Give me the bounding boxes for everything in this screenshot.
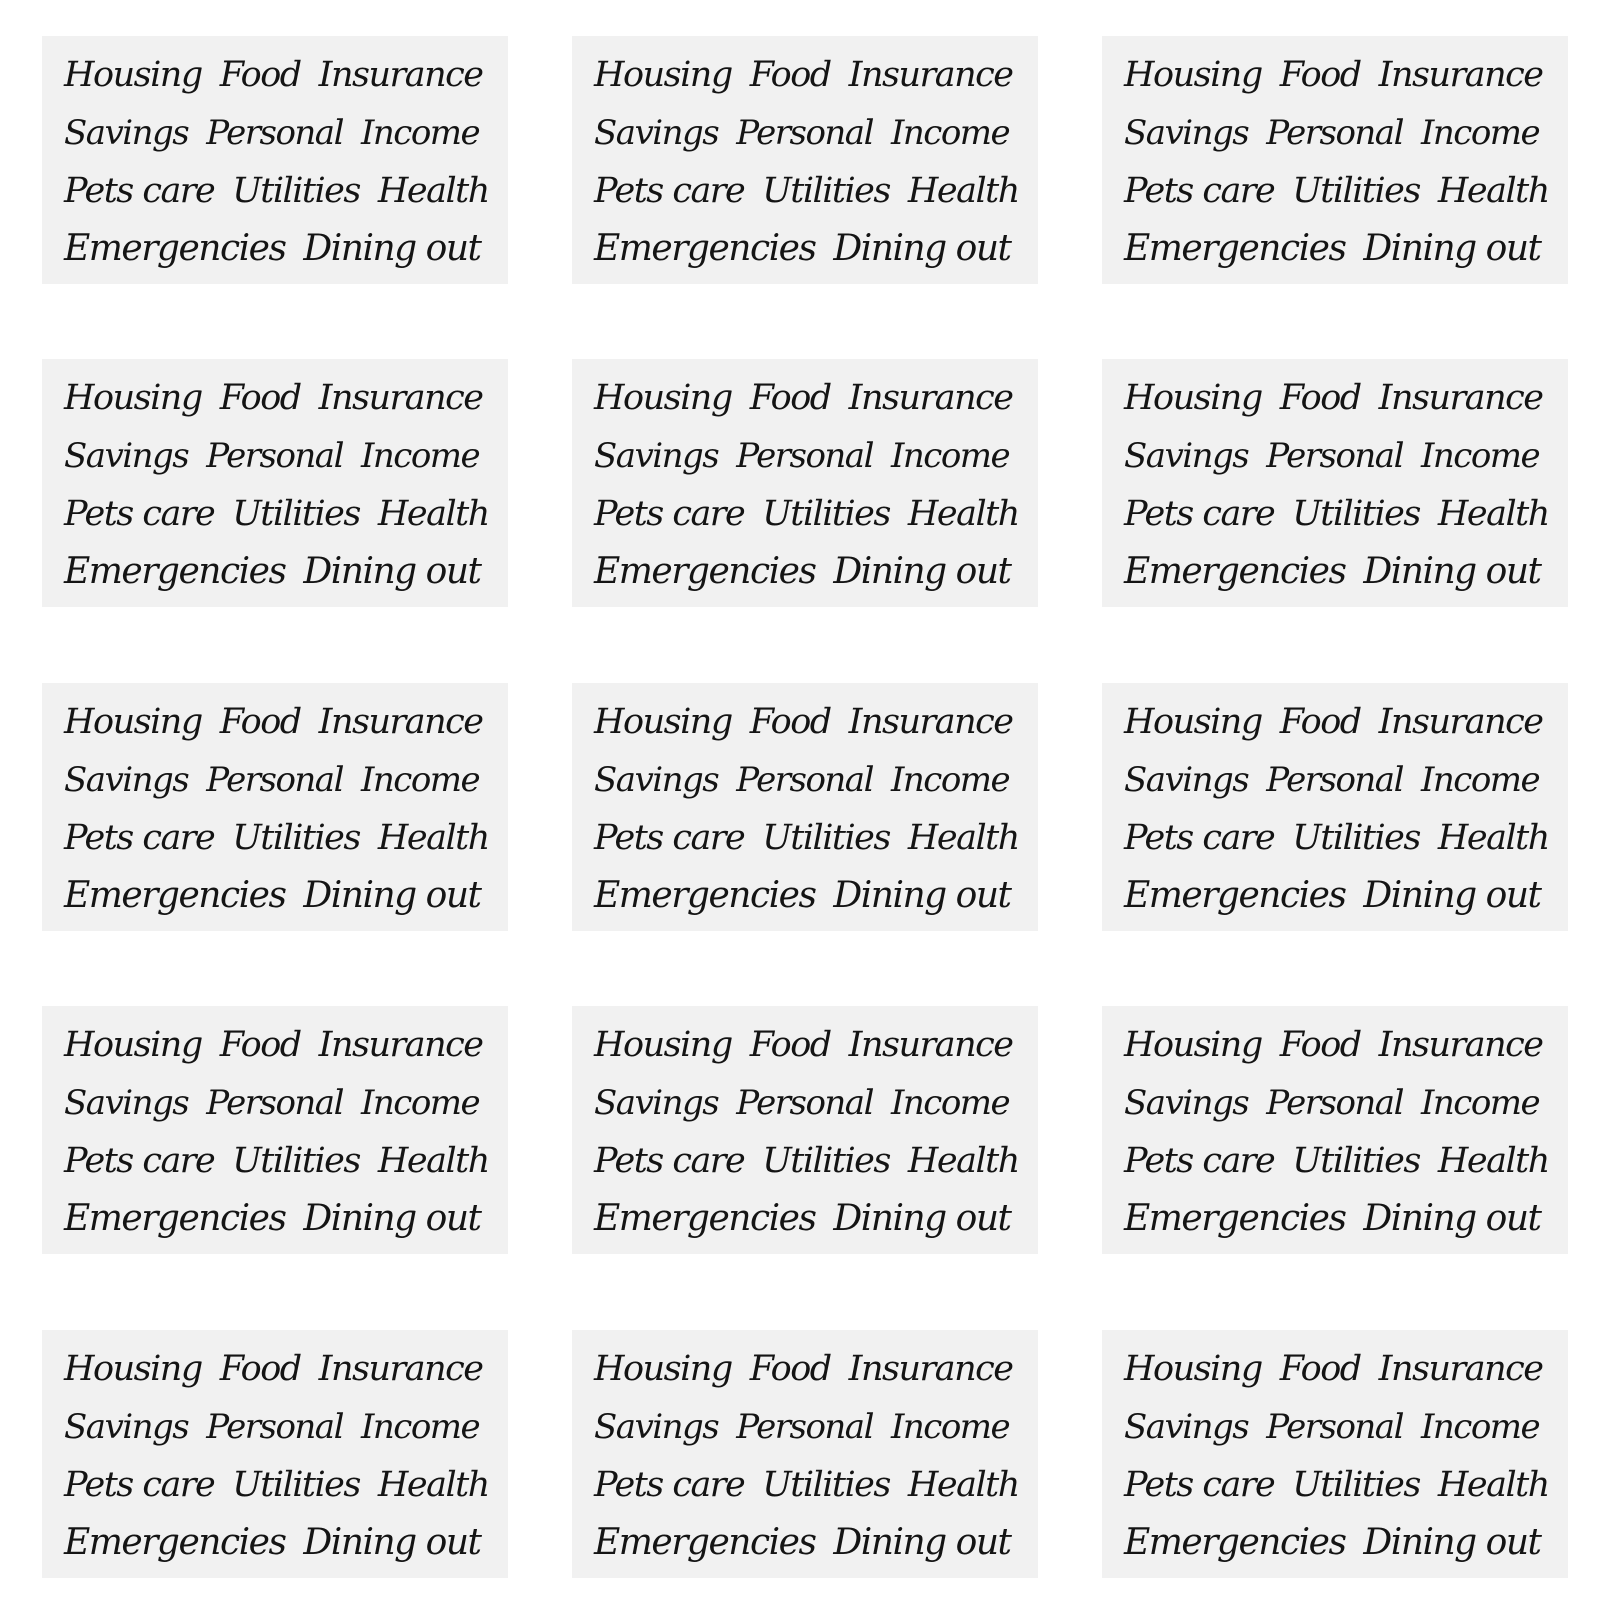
sticker-row — [594, 220, 1020, 278]
sticker-label: Housing — [1124, 55, 1262, 95]
sticker-sheet — [42, 359, 508, 607]
sticker-label: Dining out — [1363, 875, 1541, 916]
sticker-label: Dining out — [303, 875, 481, 916]
sticker-label: Dining out — [1363, 551, 1541, 592]
sticker-row — [64, 693, 490, 751]
sticker-row — [64, 751, 490, 809]
sticker-label: Health — [377, 494, 489, 534]
sticker-sheet — [572, 683, 1038, 931]
sticker-label: Utilities — [1292, 171, 1420, 211]
sticker-row — [64, 1340, 490, 1398]
sticker-label: Food — [749, 1025, 831, 1065]
sticker-label: Insurance — [318, 702, 483, 742]
sticker-label: Pets care — [594, 171, 745, 211]
sticker-sheet — [1102, 683, 1568, 931]
sticker-label: Utilities — [232, 494, 360, 534]
sticker-label: Emergencies — [1124, 1198, 1346, 1239]
sticker-label: Insurance — [848, 1349, 1013, 1389]
sticker-label: Insurance — [318, 1025, 483, 1065]
sticker-row — [594, 693, 1020, 751]
sticker-label: Food — [749, 702, 831, 742]
sticker-label: Pets care — [64, 818, 215, 858]
sticker-row — [594, 1456, 1020, 1514]
sticker-label: Income — [360, 760, 480, 800]
sticker-label: Housing — [594, 378, 732, 418]
sticker-label: Personal — [1266, 1083, 1403, 1123]
sticker-label: Savings — [1124, 113, 1249, 153]
sticker-row — [1124, 104, 1550, 162]
sticker-sheet — [572, 1330, 1038, 1578]
sticker-label: Dining out — [303, 1522, 481, 1563]
sticker-row — [1124, 46, 1550, 104]
sticker-sheet — [42, 1330, 508, 1578]
sticker-row — [594, 1132, 1020, 1190]
sticker-label: Housing — [594, 702, 732, 742]
sticker-row — [1124, 485, 1550, 543]
sticker-label: Income — [360, 113, 480, 153]
sticker-label: Savings — [64, 1407, 189, 1447]
sticker-label: Utilities — [762, 818, 890, 858]
sticker-label: Housing — [594, 1025, 732, 1065]
sticker-label: Insurance — [318, 55, 483, 95]
sticker-label: Utilities — [1292, 1465, 1420, 1505]
sticker-label: Pets care — [594, 494, 745, 534]
sticker-label: Food — [1279, 55, 1361, 95]
sticker-row — [594, 46, 1020, 104]
sticker-row — [64, 1190, 490, 1248]
sticker-label: Emergencies — [1124, 1522, 1346, 1563]
sticker-label: Utilities — [762, 494, 890, 534]
sticker-label: Insurance — [1378, 55, 1543, 95]
sticker-sheet — [1102, 1330, 1568, 1578]
sticker-label: Pets care — [64, 494, 215, 534]
sticker-label: Dining out — [303, 228, 481, 269]
sticker-label: Insurance — [848, 55, 1013, 95]
sticker-label: Savings — [1124, 1407, 1249, 1447]
sticker-label: Health — [1437, 1465, 1549, 1505]
sticker-row — [594, 1340, 1020, 1398]
sticker-label: Emergencies — [594, 875, 816, 916]
sticker-label: Insurance — [318, 378, 483, 418]
sticker-row — [1124, 369, 1550, 427]
sticker-label: Health — [907, 1465, 1019, 1505]
sticker-sheet — [42, 683, 508, 931]
sticker-row — [64, 162, 490, 220]
sticker-sheet — [1102, 36, 1568, 284]
sticker-label: Emergencies — [64, 228, 286, 269]
sticker-label: Dining out — [833, 228, 1011, 269]
sticker-label: Food — [219, 378, 301, 418]
sticker-sheet — [42, 1006, 508, 1254]
sticker-row — [64, 104, 490, 162]
sticker-label: Housing — [1124, 1025, 1262, 1065]
sticker-row — [1124, 1514, 1550, 1572]
sticker-label: Dining out — [833, 1198, 1011, 1239]
sticker-label: Emergencies — [1124, 875, 1346, 916]
sticker-label: Emergencies — [594, 1522, 816, 1563]
sticker-label: Housing — [1124, 1349, 1262, 1389]
sticker-row — [594, 1016, 1020, 1074]
sticker-label: Utilities — [1292, 494, 1420, 534]
sticker-row — [64, 1132, 490, 1190]
sticker-label: Food — [1279, 1349, 1361, 1389]
sticker-label: Personal — [1266, 113, 1403, 153]
sticker-row — [64, 369, 490, 427]
sticker-label: Food — [749, 55, 831, 95]
sticker-row — [64, 1016, 490, 1074]
sticker-label: Pets care — [1124, 171, 1275, 211]
sticker-label: Savings — [1124, 436, 1249, 476]
sticker-label: Food — [219, 55, 301, 95]
sticker-label: Emergencies — [594, 228, 816, 269]
sticker-label: Income — [1420, 760, 1540, 800]
sticker-label: Health — [377, 1141, 489, 1181]
sticker-label: Food — [1279, 378, 1361, 418]
sticker-row — [594, 1398, 1020, 1456]
sticker-label: Savings — [1124, 1083, 1249, 1123]
sticker-label: Savings — [64, 436, 189, 476]
sticker-row — [1124, 1074, 1550, 1132]
sticker-label: Savings — [64, 113, 189, 153]
sticker-label: Dining out — [833, 1522, 1011, 1563]
sticker-label: Personal — [206, 436, 343, 476]
sticker-label: Savings — [64, 760, 189, 800]
sticker-row — [1124, 867, 1550, 925]
sticker-label: Housing — [64, 702, 202, 742]
sticker-label: Income — [360, 1407, 480, 1447]
sticker-row — [594, 867, 1020, 925]
sticker-label: Utilities — [1292, 818, 1420, 858]
sticker-label: Housing — [64, 1349, 202, 1389]
sticker-row — [1124, 162, 1550, 220]
sticker-row — [594, 1514, 1020, 1572]
sticker-label: Income — [890, 436, 1010, 476]
sticker-label: Income — [1420, 436, 1540, 476]
sticker-label: Personal — [736, 113, 873, 153]
sticker-label: Personal — [1266, 760, 1403, 800]
sticker-label: Utilities — [232, 1141, 360, 1181]
sticker-label: Personal — [736, 1407, 873, 1447]
sticker-label: Insurance — [848, 378, 1013, 418]
sticker-label: Housing — [1124, 702, 1262, 742]
sticker-label: Dining out — [303, 551, 481, 592]
sticker-row — [594, 751, 1020, 809]
sticker-label: Housing — [64, 55, 202, 95]
sticker-row — [594, 809, 1020, 867]
sticker-label: Income — [1420, 113, 1540, 153]
sticker-label: Health — [907, 1141, 1019, 1181]
sticker-label: Pets care — [64, 1465, 215, 1505]
sticker-row — [64, 46, 490, 104]
sticker-row — [64, 485, 490, 543]
sticker-label: Emergencies — [1124, 228, 1346, 269]
sticker-label: Pets care — [594, 1465, 745, 1505]
sticker-label: Personal — [206, 760, 343, 800]
sticker-label: Savings — [594, 760, 719, 800]
sticker-label: Income — [890, 1407, 1010, 1447]
sticker-label: Food — [219, 1349, 301, 1389]
sticker-row — [1124, 220, 1550, 278]
sticker-row — [594, 427, 1020, 485]
sticker-label: Food — [219, 1025, 301, 1065]
sticker-label: Health — [1437, 494, 1549, 534]
sticker-label: Personal — [206, 1407, 343, 1447]
sticker-row — [594, 162, 1020, 220]
sticker-label: Health — [907, 818, 1019, 858]
sticker-row — [594, 543, 1020, 601]
sticker-label: Housing — [594, 55, 732, 95]
sticker-label: Health — [1437, 171, 1549, 211]
sticker-label: Health — [377, 818, 489, 858]
sticker-label: Personal — [1266, 436, 1403, 476]
sticker-row — [1124, 1456, 1550, 1514]
sticker-label: Health — [907, 494, 1019, 534]
sticker-label: Pets care — [594, 818, 745, 858]
sticker-label: Income — [890, 1083, 1010, 1123]
sticker-sheet — [572, 36, 1038, 284]
sticker-row — [64, 809, 490, 867]
sticker-label: Emergencies — [594, 551, 816, 592]
sticker-row — [64, 1456, 490, 1514]
sticker-row — [594, 104, 1020, 162]
sticker-row — [1124, 693, 1550, 751]
sticker-label: Dining out — [1363, 1198, 1541, 1239]
sticker-row — [64, 867, 490, 925]
sticker-row — [1124, 543, 1550, 601]
sticker-label: Personal — [736, 436, 873, 476]
sticker-label: Savings — [64, 1083, 189, 1123]
sticker-sheet — [572, 1006, 1038, 1254]
sticker-row — [64, 220, 490, 278]
sticker-label: Insurance — [318, 1349, 483, 1389]
sticker-label: Pets care — [1124, 818, 1275, 858]
sticker-label: Insurance — [848, 702, 1013, 742]
sticker-label: Dining out — [833, 875, 1011, 916]
sticker-label: Personal — [1266, 1407, 1403, 1447]
sticker-label: Income — [360, 1083, 480, 1123]
sticker-row — [64, 1074, 490, 1132]
sticker-row — [594, 485, 1020, 543]
sticker-row — [1124, 1132, 1550, 1190]
sticker-row — [64, 543, 490, 601]
sticker-label: Pets care — [64, 171, 215, 211]
sticker-label: Insurance — [1378, 1349, 1543, 1389]
sticker-sheet — [572, 359, 1038, 607]
sticker-row — [64, 1514, 490, 1572]
sticker-row — [594, 1074, 1020, 1132]
sticker-row — [1124, 751, 1550, 809]
sticker-label: Emergencies — [64, 1198, 286, 1239]
sticker-label: Utilities — [762, 171, 890, 211]
sticker-label: Health — [907, 171, 1019, 211]
sticker-label: Food — [749, 1349, 831, 1389]
sticker-label: Health — [1437, 1141, 1549, 1181]
sticker-sheet — [42, 36, 508, 284]
sticker-row — [594, 369, 1020, 427]
sticker-label: Personal — [206, 1083, 343, 1123]
sticker-label: Health — [377, 171, 489, 211]
sticker-label: Savings — [594, 1083, 719, 1123]
sticker-label: Emergencies — [64, 551, 286, 592]
sticker-label: Emergencies — [64, 875, 286, 916]
sticker-sheet — [1102, 1006, 1568, 1254]
sticker-label: Insurance — [1378, 1025, 1543, 1065]
sticker-label: Emergencies — [1124, 551, 1346, 592]
sticker-row — [1124, 427, 1550, 485]
sticker-row — [1124, 809, 1550, 867]
sticker-label: Insurance — [1378, 378, 1543, 418]
sticker-label: Utilities — [232, 818, 360, 858]
sticker-row — [1124, 1190, 1550, 1248]
sticker-label: Income — [360, 436, 480, 476]
sticker-label: Personal — [206, 113, 343, 153]
sticker-label: Insurance — [848, 1025, 1013, 1065]
sticker-row — [1124, 1340, 1550, 1398]
sticker-label: Housing — [594, 1349, 732, 1389]
sticker-label: Insurance — [1378, 702, 1543, 742]
sticker-label: Food — [1279, 702, 1361, 742]
sticker-label: Health — [377, 1465, 489, 1505]
sticker-label: Health — [1437, 818, 1549, 858]
sticker-label: Food — [1279, 1025, 1361, 1065]
sticker-label: Income — [890, 760, 1010, 800]
sticker-row — [1124, 1398, 1550, 1456]
sticker-label: Food — [749, 378, 831, 418]
sticker-label: Utilities — [1292, 1141, 1420, 1181]
sticker-label: Housing — [64, 378, 202, 418]
sticker-label: Dining out — [1363, 1522, 1541, 1563]
sticker-row — [594, 1190, 1020, 1248]
sticker-label: Pets care — [1124, 494, 1275, 534]
sticker-label: Utilities — [762, 1141, 890, 1181]
sticker-label: Pets care — [1124, 1141, 1275, 1181]
sticker-label: Income — [1420, 1407, 1540, 1447]
sticker-label: Utilities — [762, 1465, 890, 1505]
sticker-label: Housing — [1124, 378, 1262, 418]
sticker-label: Housing — [64, 1025, 202, 1065]
sticker-label: Utilities — [232, 171, 360, 211]
sticker-label: Emergencies — [64, 1522, 286, 1563]
sticker-label: Dining out — [1363, 228, 1541, 269]
sticker-label: Pets care — [594, 1141, 745, 1181]
sticker-label: Savings — [594, 436, 719, 476]
sticker-label: Emergencies — [594, 1198, 816, 1239]
sticker-row — [1124, 1016, 1550, 1074]
sticker-label: Income — [1420, 1083, 1540, 1123]
sticker-row — [64, 1398, 490, 1456]
sticker-label: Pets care — [1124, 1465, 1275, 1505]
sticker-label: Income — [890, 113, 1010, 153]
sticker-label: Savings — [1124, 760, 1249, 800]
sticker-label: Savings — [594, 1407, 719, 1447]
sticker-label: Savings — [594, 113, 719, 153]
sticker-label: Personal — [736, 1083, 873, 1123]
sticker-sheet — [1102, 359, 1568, 607]
sticker-label: Food — [219, 702, 301, 742]
sticker-row — [64, 427, 490, 485]
sticker-label: Dining out — [303, 1198, 481, 1239]
sticker-label: Pets care — [64, 1141, 215, 1181]
sticker-label: Dining out — [833, 551, 1011, 592]
sticker-label: Personal — [736, 760, 873, 800]
sticker-label: Utilities — [232, 1465, 360, 1505]
